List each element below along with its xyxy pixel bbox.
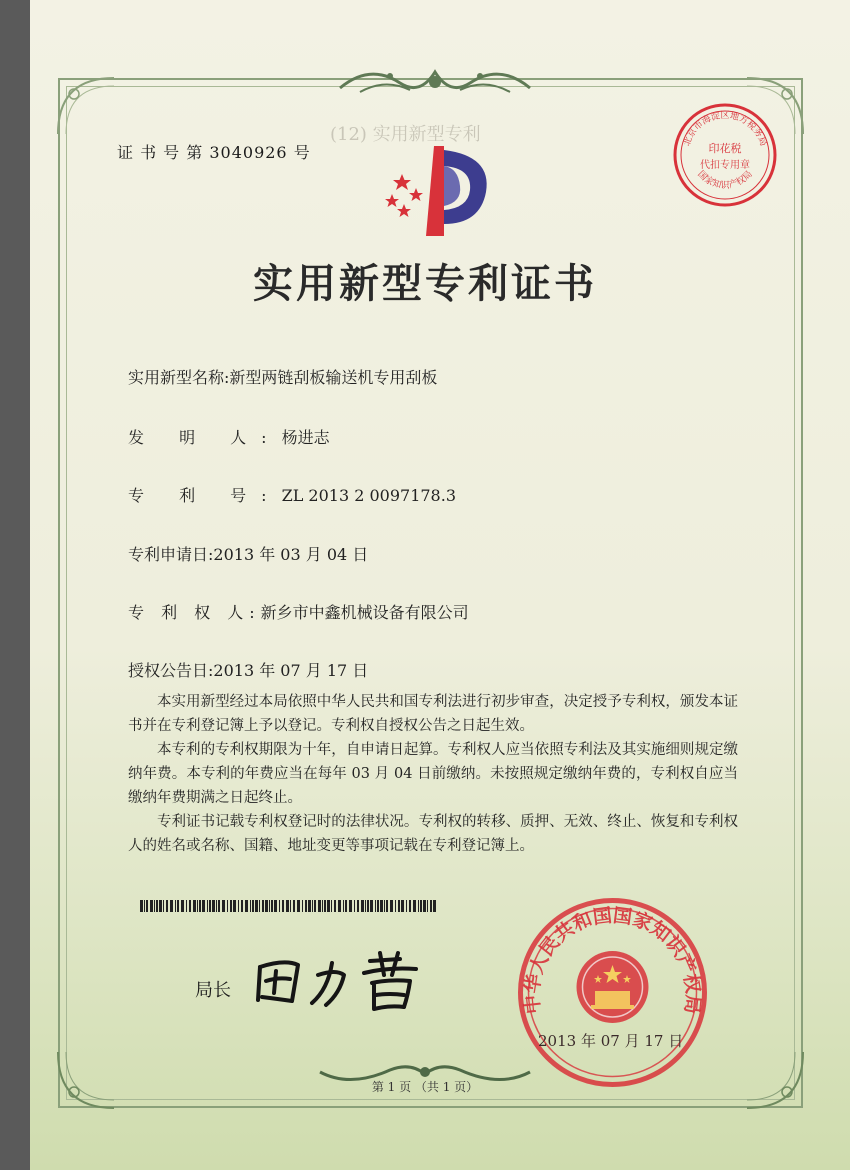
- field-patentee: [128, 600, 469, 623]
- field-value: 2013 年 07 月 17 日: [213, 661, 369, 680]
- body-paragraph: 本实用新型经过本局依照中华人民共和国专利法进行初步审查，决定授予专利权，颁发本证书并在专利登记簿上予以登记。专利权自授权公告之日起生效。: [128, 694, 738, 734]
- seal-text: 北京市海淀区地方税务局: [682, 111, 768, 148]
- corner-ornament-icon: [737, 1042, 807, 1112]
- page-number: 第 1 页 （共 1 页）: [371, 1080, 479, 1094]
- watermark: (12) 实用新型专利: [330, 124, 481, 145]
- director-label: 局长: [195, 980, 231, 1001]
- field-patent-number: [128, 483, 456, 506]
- field-label: 授权公告日:: [128, 661, 214, 680]
- certificate-body: [128, 690, 738, 858]
- svg-text:国家知识产权局: [695, 169, 754, 191]
- field-label: 发 明 人:: [128, 428, 282, 447]
- certificate-title: 实用新型专利证书: [253, 261, 597, 307]
- field-value: 2013 年 03 月 04 日: [213, 545, 369, 564]
- field-utility-model-name: [128, 365, 437, 388]
- field-grant-date: [128, 658, 368, 681]
- body-paragraph: 专利证书记载专利权登记时的法律状况。专利权的转移、质押、无效、终止、恢复和专利权人的姓名或名称、国籍、地址变更等事项记载在专利登记簿上。: [128, 814, 738, 854]
- official-seal-icon: [515, 895, 710, 1090]
- field-label: 专 利 权 人:: [128, 603, 261, 622]
- seal-text: 印花税: [708, 142, 742, 155]
- body-paragraph: 本专利的专利权期限为十年，自申请日起算。专利权人应当依照专利法及其实施细则规定缴纳年费。本专利的年费应当在每年 03 月 04 日前缴纳。未按照规定缴纳年费的，专利权自应当缴纳年费期满之日起终止。: [128, 742, 738, 806]
- director-signature-icon: [240, 945, 440, 1015]
- field-label: 专 利 号:: [128, 486, 282, 505]
- field-value: 新型两链刮板输送机专用刮板: [229, 368, 438, 387]
- seal-date: 2013 年 07 月 17 日: [538, 1032, 684, 1050]
- field-label: 专利申请日:: [128, 545, 214, 564]
- patent-office-logo-icon: [382, 140, 492, 240]
- field-label: 实用新型名称:: [128, 368, 230, 387]
- field-value: 杨进志: [281, 428, 330, 447]
- field-value: ZL 2013 2 0097178.3: [281, 486, 456, 505]
- corner-ornament-icon: [54, 74, 124, 144]
- scroll-ornament-icon: [330, 58, 540, 102]
- barcode-icon: [140, 900, 440, 912]
- tax-stamp-seal-icon: [670, 100, 780, 210]
- corner-ornament-icon: [54, 1042, 124, 1112]
- field-filing-date: [128, 542, 368, 565]
- field-value: 新乡市中鑫机械设备有限公司: [260, 603, 469, 622]
- field-inventor: [128, 425, 330, 448]
- seal-text: 中华人民共和国国家知识产权局: [521, 904, 704, 1015]
- seal-text: 代扣专用章: [700, 160, 750, 171]
- seal-text: 国家知识产权局: [695, 169, 755, 191]
- certificate-number: 证 书 号 第 3040926 号: [117, 143, 311, 162]
